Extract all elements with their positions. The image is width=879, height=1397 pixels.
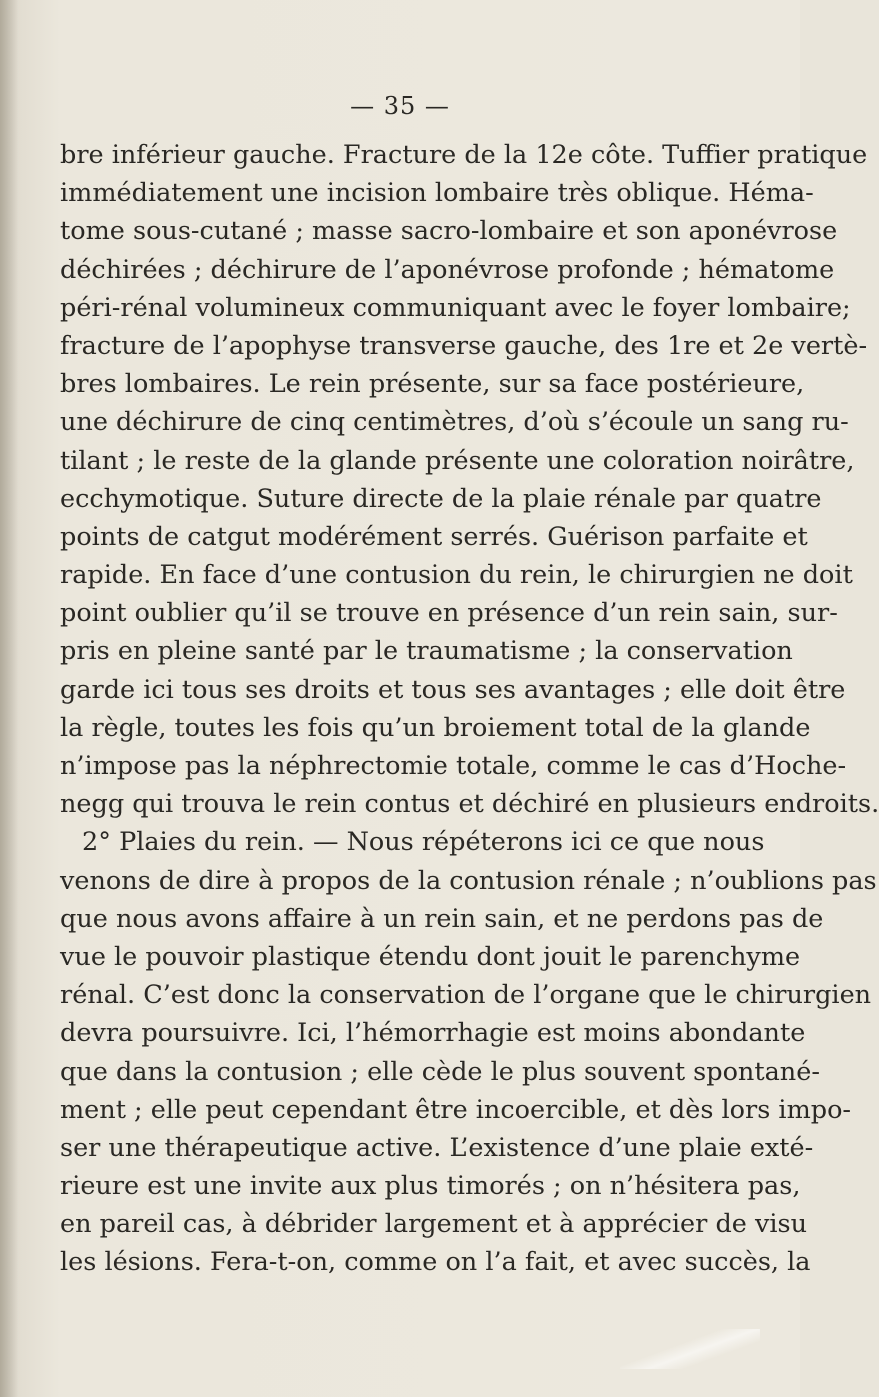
binding-shadow [0, 0, 18, 1397]
text-line: garde ici tous ses droits et tous ses avantages ; elle doit être [60, 674, 846, 705]
text-line: vue le pouvoir plastique étendu dont jouit le parenchyme [60, 941, 801, 972]
text-line: rénal. C’est donc la conservation de l’organe que le chirurgien [60, 980, 872, 1011]
text-line: points de catgut modérément serrés. Guérison parfaite et [60, 521, 808, 552]
text-line: les lésions. Fera-t-on, comme on l’a fait, et avec succès, la [60, 1247, 811, 1278]
text-line: pris en pleine santé par le traumatisme ; la conservation [60, 636, 793, 667]
text-line: venons de dire à propos de la contusion rénale ; n’oublions pas [60, 865, 877, 896]
text-line: bres lombaires. Le rein présente, sur sa face postérieure, [60, 369, 805, 400]
text-line: devra poursuivre. Ici, l’hémorrhagie est moins abondante [60, 1018, 806, 1049]
text-line: immédiatement une incision lombaire très oblique. Héma- [60, 178, 814, 209]
text-line: tome sous-cutané ; masse sacro-lombaire et son aponévrose [60, 216, 838, 247]
text-line: bre inférieur gauche. Fracture de la 12e côte. Tuffier pratique [60, 140, 868, 170]
text-line: ser une thérapeutique active. L’existence d’une plaie exté- [60, 1132, 814, 1163]
text-line: déchirées ; déchirure de l’aponévrose profonde ; hématome [60, 254, 835, 285]
text-line: péri-rénal volumineux communiquant avec le foyer lombaire; [60, 292, 851, 323]
text-line: la règle, toutes les fois qu’un broiement total de la glande [60, 712, 811, 743]
text-line: tilant ; le reste de la glande présente une coloration noirâtre, [60, 445, 855, 476]
text-line: ecchymotique. Suture directe de la plaie rénale par quatre [60, 483, 822, 514]
text-line: ment ; elle peut cependant être incoercible, et dès lors impo- [60, 1094, 852, 1125]
body-text [60, 136, 879, 1282]
section-heading-line: 2° Plaies du rein. — Nous répéterons ici ce que nous [82, 827, 765, 858]
text-line: rapide. En face d’une contusion du rein, le chirurgien ne doit [60, 560, 853, 591]
text-line: n’impose pas la néphrectomie totale, comme le cas d’Hoche- [60, 751, 847, 781]
text-line: point oublier qu’il se trouve en présence d’un rein sain, sur- [60, 598, 838, 629]
text-line: que nous avons affaire à un rein sain, et ne perdons pas de [60, 903, 824, 934]
text-line: fracture de l’apophyse transverse gauche, des 1re et 2e vertè- [60, 330, 868, 361]
text-line: que dans la contusion ; elle cède le plus souvent spontané- [60, 1056, 820, 1087]
paper-fold-highlight [620, 1329, 760, 1369]
text-line: negg qui trouva le rein contus et déchiré en plusieurs endroits. [60, 789, 879, 820]
text-line: en pareil cas, à débrider largement et à apprécier de visu [60, 1209, 808, 1240]
page-number: — 35 — [350, 92, 450, 120]
text-line: une déchirure de cinq centimètres, d’où s’écoule un sang ru- [60, 407, 849, 438]
text-line: rieure est une invite aux plus timorés ; on n’hésitera pas, [60, 1171, 801, 1202]
